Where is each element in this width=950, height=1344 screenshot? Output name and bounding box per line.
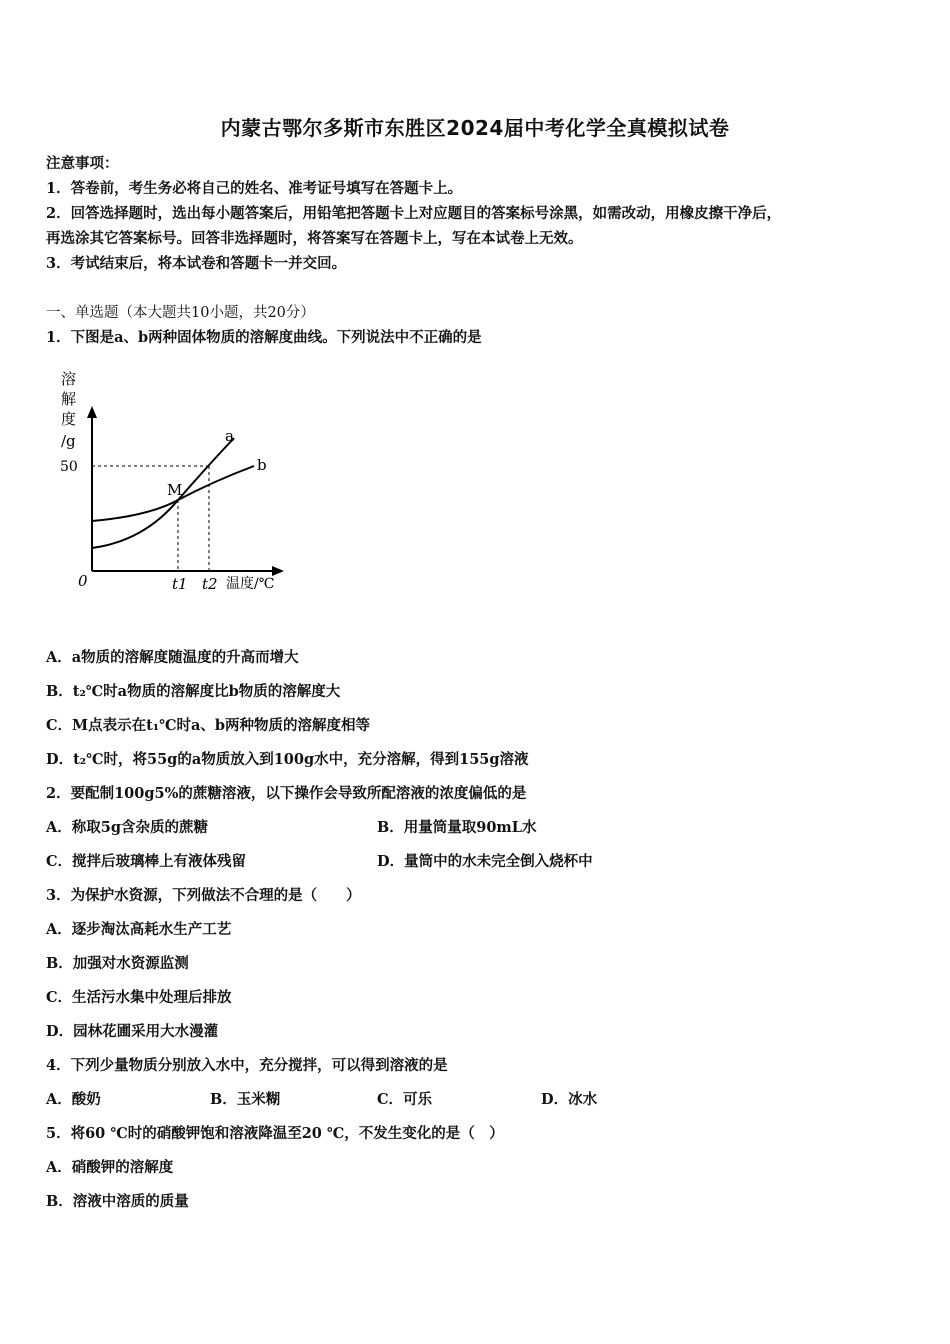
q4-option-a: A．酸奶 <box>46 1091 101 1108</box>
q3-option-d: D．园林花圃采用大水漫灌 <box>46 1023 219 1040</box>
notice-heading: 注意事项： <box>46 155 119 172</box>
q3-option-a: A．逐步淘汰高耗水生产工艺 <box>46 921 232 938</box>
q1-option-d: D．t₂℃时，将55g的a物质放入到100g水中，充分溶解，得到155g溶液 <box>46 751 529 768</box>
q2-option-b: B．用量筒量取90mL水 <box>377 819 537 836</box>
q2-option-a: A．称取5g含杂质的蔗糖 <box>46 819 208 836</box>
q2-option-d: D．量筒中的水未完全倒入烧杯中 <box>377 853 593 870</box>
q3-option-b: B．加强对水资源监测 <box>46 955 189 972</box>
ylabel-char-2: 解 <box>61 390 77 408</box>
origin-label: 0 <box>78 572 88 590</box>
notice-item-2-cont: 再选涂其它答案标号。回答非选择题时，将答案写在答题卡上，写在本试卷上无效。 <box>46 230 583 247</box>
solubility-chart-svg <box>54 366 304 598</box>
q3-stem: 3．为保护水资源，下列做法不合理的是（ ） <box>46 887 361 904</box>
section-heading: 一、单选题（本大题共10小题，共20分） <box>46 305 315 321</box>
ylabel-char-3: 度 <box>61 410 77 428</box>
q4-option-d: D．冰水 <box>541 1091 598 1108</box>
series-b-label: b <box>257 456 267 474</box>
x-tick-t1: t1 <box>172 575 188 593</box>
notice-item-2: 2．回答选择题时，选出每小题答案后，用铅笔把答题卡上对应题目的答案标号涂黑，如需改动，用橡皮擦干净后， <box>46 205 782 222</box>
q4-option-b: B．玉米糊 <box>210 1091 281 1108</box>
ylabel-char-4: /g <box>61 432 76 450</box>
y-tick-50: 50 <box>60 459 78 475</box>
x-tick-t2: t2 <box>202 575 218 593</box>
q3-option-c: C．生活污水集中处理后排放 <box>46 989 232 1006</box>
x-axis-arrow <box>272 566 284 576</box>
q5-stem: 5．将60 ℃时的硝酸钾饱和溶液降温至20 ℃，不发生变化的是（ ） <box>46 1125 504 1142</box>
q5-option-b: B．溶液中溶质的质量 <box>46 1193 189 1210</box>
q4-stem: 4．下列少量物质分别放入水中，充分搅拌，可以得到溶液的是 <box>46 1057 448 1074</box>
solubility-chart <box>54 366 304 598</box>
q1-option-c: C．M点表示在t₁℃时a、b两种物质的溶解度相等 <box>46 717 371 734</box>
notice-item-1: 1．答卷前，考生务必将自己的姓名、准考证号填写在答题卡上。 <box>46 180 463 197</box>
ylabel-char-1: 溶 <box>61 370 77 388</box>
notice-item-3: 3．考试结束后，将本试卷和答题卡一并交回。 <box>46 255 347 272</box>
q1-option-a: A．a物质的溶解度随温度的升高而增大 <box>46 649 299 666</box>
series-a-label: a <box>225 427 234 445</box>
q1-stem: 1．下图是a、b两种固体物质的溶解度曲线。下列说法中不正确的是 <box>46 329 482 346</box>
q4-option-c: C．可乐 <box>377 1091 433 1108</box>
q2-stem: 2．要配制100g5%的蔗糖溶液，以下操作会导致所配溶液的浓度偏低的是 <box>46 785 527 802</box>
y-axis-arrow <box>87 406 97 418</box>
x-axis-label: 温度/℃ <box>226 576 275 592</box>
q2-option-c: C．搅拌后玻璃棒上有液体残留 <box>46 853 247 870</box>
q5-option-a: A．硝酸钾的溶解度 <box>46 1159 174 1176</box>
q1-option-b: B．t₂℃时a物质的溶解度比b物质的溶解度大 <box>46 683 341 700</box>
page-title: 内蒙古鄂尔多斯市东胜区2024届中考化学全真模拟试卷 <box>220 116 730 140</box>
point-m-label: M <box>167 481 183 499</box>
curve-a <box>92 438 234 548</box>
